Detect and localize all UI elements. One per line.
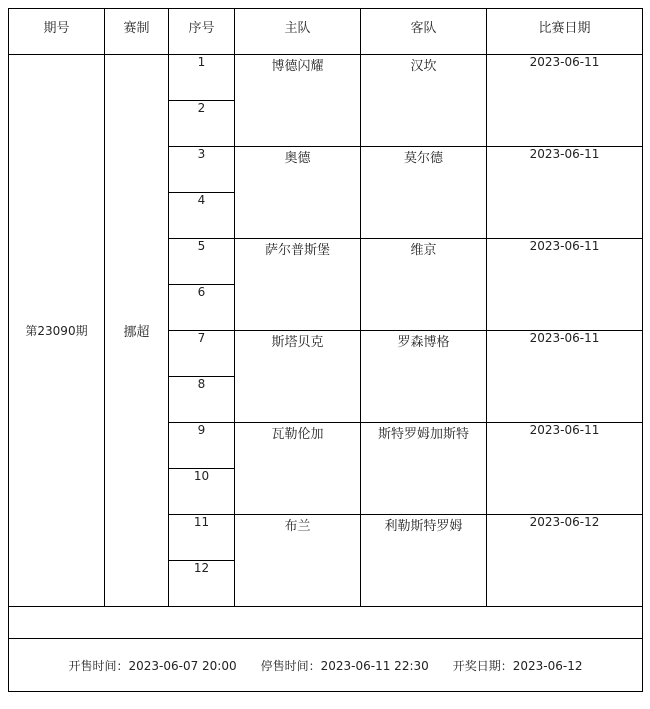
away-team-cell: 罗森博格 — [361, 331, 487, 423]
blank-cell — [9, 607, 643, 639]
footer-cell — [9, 639, 643, 692]
header-seq: 序号 — [169, 9, 235, 55]
draw-date: 开奖日期：2023-06-12 — [452, 658, 583, 673]
away-team-cell: 利勒斯特罗姆 — [361, 515, 487, 607]
seq-cell: 5 — [169, 239, 235, 285]
away-team-cell: 莫尔德 — [361, 147, 487, 239]
match-date-cell: 2023-06-11 — [487, 55, 643, 147]
period-cell: 第23090期 — [9, 55, 105, 607]
seq-cell: 11 — [169, 515, 235, 561]
header-date: 比赛日期 — [487, 9, 643, 55]
home-team-cell: 布兰 — [235, 515, 361, 607]
header-period: 期号 — [9, 9, 105, 55]
footer-row — [9, 639, 643, 692]
header-league: 赛制 — [105, 9, 169, 55]
table-row — [9, 55, 643, 101]
home-team-cell: 博德闪耀 — [235, 55, 361, 147]
header-row — [9, 9, 643, 55]
home-team-cell: 萨尔普斯堡 — [235, 239, 361, 331]
sale-start-time: 开售时间：2023-06-07 20:00 — [68, 658, 237, 673]
seq-cell: 12 — [169, 561, 235, 607]
seq-cell: 8 — [169, 377, 235, 423]
seq-cell: 3 — [169, 147, 235, 193]
header-away: 客队 — [361, 9, 487, 55]
seq-cell: 2 — [169, 101, 235, 147]
seq-cell: 9 — [169, 423, 235, 469]
blank-row — [9, 607, 643, 639]
match-date-cell: 2023-06-12 — [487, 515, 643, 607]
league-cell: 挪超 — [105, 55, 169, 607]
match-date-cell: 2023-06-11 — [487, 239, 643, 331]
home-team-cell: 瓦勒伦加 — [235, 423, 361, 515]
away-team-cell: 汉坎 — [361, 55, 487, 147]
away-team-cell: 维京 — [361, 239, 487, 331]
seq-cell: 1 — [169, 55, 235, 101]
seq-cell: 7 — [169, 331, 235, 377]
seq-cell: 4 — [169, 193, 235, 239]
match-date-cell: 2023-06-11 — [487, 331, 643, 423]
home-team-cell: 奥德 — [235, 147, 361, 239]
match-date-cell: 2023-06-11 — [487, 147, 643, 239]
header-home: 主队 — [235, 9, 361, 55]
seq-cell: 6 — [169, 285, 235, 331]
schedule-table — [8, 8, 643, 692]
seq-cell: 10 — [169, 469, 235, 515]
sale-stop-time: 停售时间：2023-06-11 22:30 — [260, 658, 429, 673]
away-team-cell: 斯特罗姆加斯特 — [361, 423, 487, 515]
match-date-cell: 2023-06-11 — [487, 423, 643, 515]
home-team-cell: 斯塔贝克 — [235, 331, 361, 423]
